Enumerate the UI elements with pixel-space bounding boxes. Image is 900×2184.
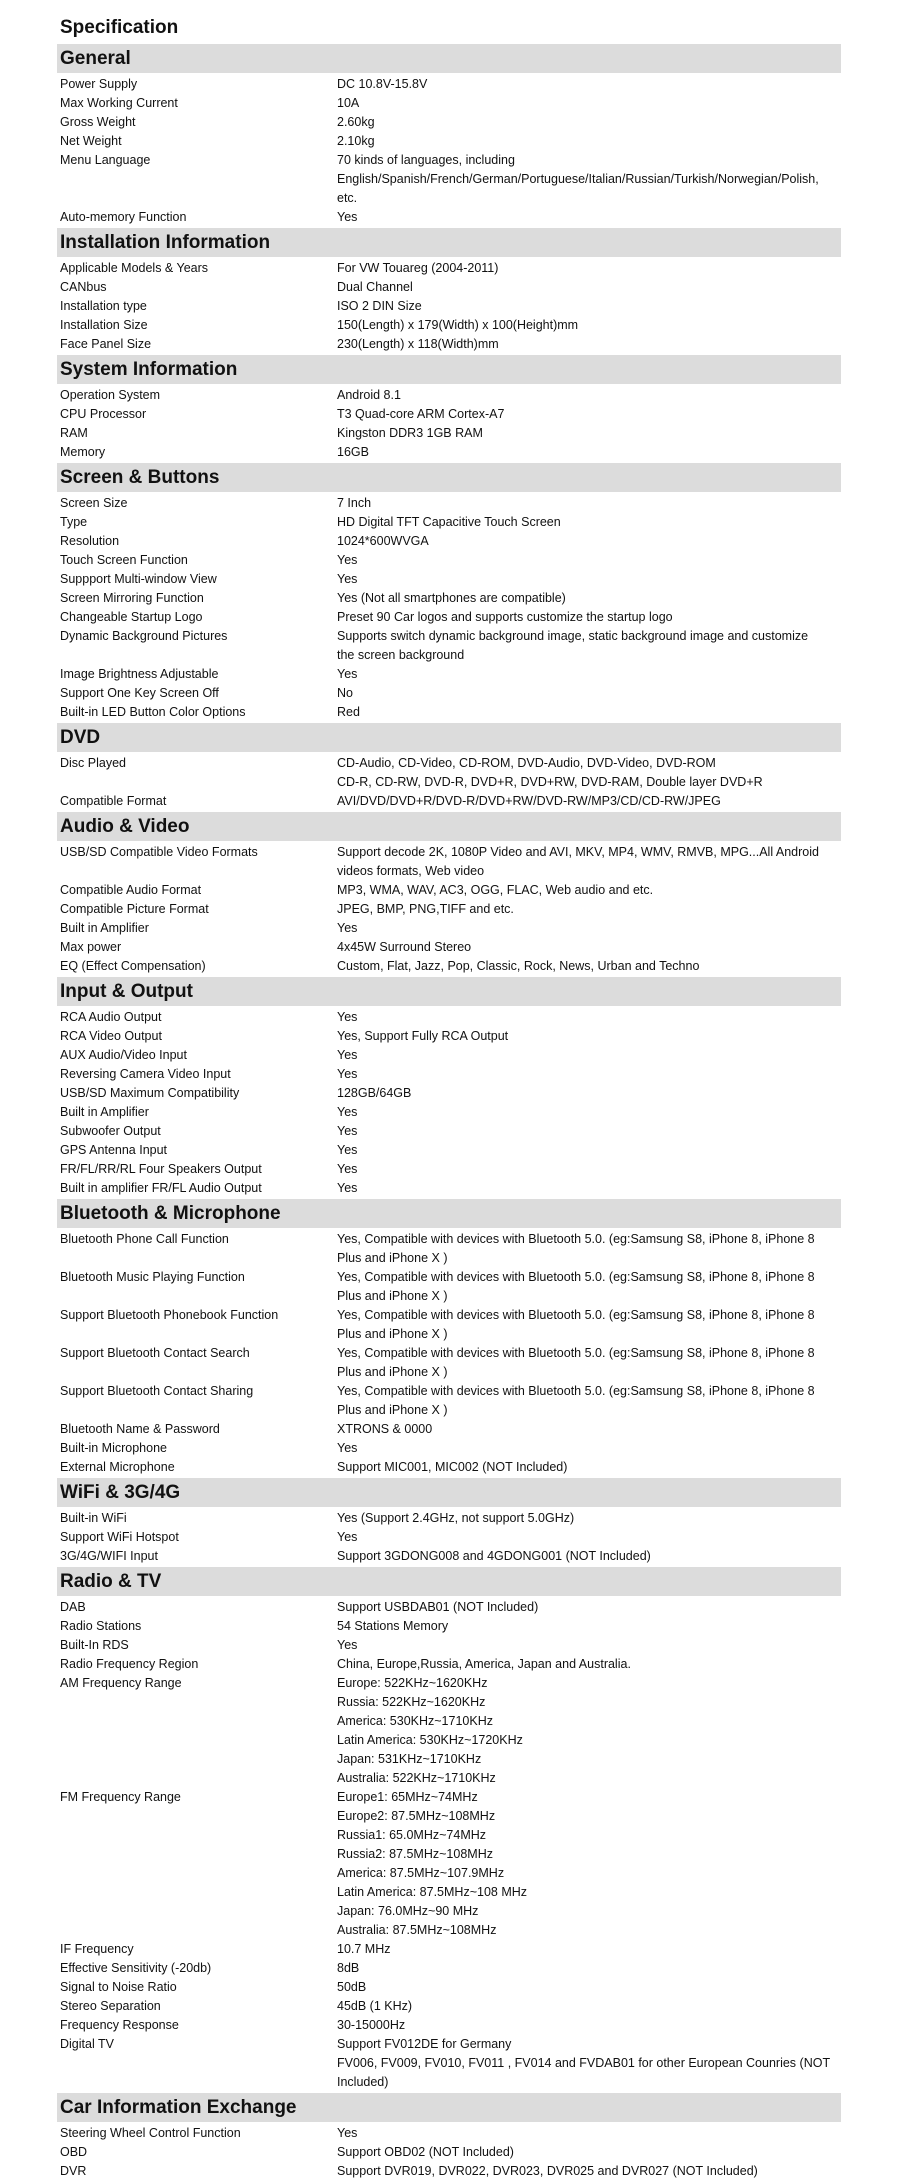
spec-label: GPS Antenna Input xyxy=(60,1143,168,1157)
spec-label: Installation type xyxy=(60,299,147,313)
spec-label: Applicable Models & Years xyxy=(60,261,209,275)
spec-value xyxy=(337,1382,837,1420)
spec-value-line: HD Digital TFT Capacitive Touch Screen xyxy=(337,515,561,529)
spec-value-line: Europe: 522KHz~1620KHz xyxy=(337,1676,488,1690)
spec-value-line: Support decode 2K, 1080P Video and AVI, MKV, MP4, WMV, RMVB, MPG...All Android xyxy=(337,845,819,859)
spec-label: Resolution xyxy=(60,534,120,548)
spec-label: RCA Video Output xyxy=(60,1029,162,1043)
spec-value xyxy=(337,570,837,589)
spec-value xyxy=(337,1344,837,1382)
spec-value-line: Latin America: 87.5MHz~108 MHz xyxy=(337,1885,528,1899)
spec-value xyxy=(337,1788,837,1940)
section-header: Car Information Exchange xyxy=(57,2093,841,2122)
spec-value-line: Support USBDAB01 (NOT Included) xyxy=(337,1600,539,1614)
spec-value-line: 10A xyxy=(337,96,360,110)
spec-label: Built-in Microphone xyxy=(60,1441,167,1455)
spec-value xyxy=(337,113,837,132)
spec-value xyxy=(337,589,837,608)
spec-value-line: MP3, WMA, WAV, AC3, OGG, FLAC, Web audio and etc. xyxy=(337,883,654,897)
spec-label: Radio Stations xyxy=(60,1619,142,1633)
spec-value-line: 10.7 MHz xyxy=(337,1942,391,1956)
spec-value-line: 30-15000Hz xyxy=(337,2018,406,2032)
spec-value xyxy=(337,1420,837,1439)
spec-value-line: Plus and iPhone X ) xyxy=(337,1289,448,1303)
spec-value-line: Yes xyxy=(337,2126,358,2140)
spec-value-line: Europe2: 87.5MHz~108MHz xyxy=(337,1809,496,1823)
spec-value-line: Japan: 76.0MHz~90 MHz xyxy=(337,1904,479,1918)
spec-value xyxy=(337,2016,837,2035)
section-header: Audio & Video xyxy=(57,812,841,841)
spec-label: Built in Amplifier xyxy=(60,921,149,935)
spec-value-line: DC 10.8V-15.8V xyxy=(337,77,428,91)
spec-value xyxy=(337,1122,837,1141)
spec-value-line: videos formats, Web video xyxy=(337,864,485,878)
spec-label: Built-In RDS xyxy=(60,1638,129,1652)
spec-value xyxy=(337,1179,837,1198)
spec-value-line: Yes, Compatible with devices with Bluetooth 5.0. (eg:Samsung S8, iPhone 8, iPhone 8 xyxy=(337,1308,815,1322)
spec-label: FM Frequency Range xyxy=(60,1790,181,1804)
spec-value xyxy=(337,1940,837,1959)
spec-value xyxy=(337,608,837,627)
spec-value xyxy=(337,1160,837,1179)
spec-value-line: 54 Stations Memory xyxy=(337,1619,449,1633)
spec-value xyxy=(337,900,837,919)
spec-value-line: XTRONS & 0000 xyxy=(337,1422,433,1436)
spec-value-line: Russia: 522KHz~1620KHz xyxy=(337,1695,486,1709)
spec-value-line: America: 530KHz~1710KHz xyxy=(337,1714,493,1728)
spec-value-line: Australia: 87.5MHz~108MHz xyxy=(337,1923,497,1937)
spec-value xyxy=(337,1008,837,1027)
spec-value-line: Yes, Compatible with devices with Bluetooth 5.0. (eg:Samsung S8, iPhone 8, iPhone 8 xyxy=(337,1270,815,1284)
spec-value xyxy=(337,494,837,513)
spec-value-line: CD-Audio, CD-Video, CD-ROM, DVD-Audio, DVD-Video, DVD-ROM xyxy=(337,756,716,770)
spec-value xyxy=(337,1046,837,1065)
spec-label: AUX Audio/Video Input xyxy=(60,1048,187,1062)
spec-value xyxy=(337,132,837,151)
spec-value-line: Yes xyxy=(337,1530,358,1544)
spec-label: Built-in WiFi xyxy=(60,1511,127,1525)
spec-value-line: Support FV012DE for Germany xyxy=(337,2037,512,2051)
spec-value-line: Supports switch dynamic background image, static background image and customize xyxy=(337,629,809,643)
spec-value-line: 50dB xyxy=(337,1980,367,1994)
section-header: Input & Output xyxy=(57,977,841,1006)
spec-value xyxy=(337,919,837,938)
spec-label: Gross Weight xyxy=(60,115,136,129)
spec-label: Compatible Audio Format xyxy=(60,883,202,897)
spec-value xyxy=(337,297,837,316)
spec-value xyxy=(337,1674,837,1788)
spec-value xyxy=(337,259,837,278)
spec-label: Max Working Current xyxy=(60,96,178,110)
spec-value-line: Yes xyxy=(337,553,358,567)
spec-value-line: Preset 90 Car logos and supports customize the startup logo xyxy=(337,610,673,624)
spec-label: Signal to Noise Ratio xyxy=(60,1980,177,1994)
spec-label: OBD xyxy=(60,2145,88,2159)
spec-value-line: Yes (Not all smartphones are compatible) xyxy=(337,591,566,605)
spec-value-line: America: 87.5MHz~107.9MHz xyxy=(337,1866,505,1880)
spec-value xyxy=(337,2124,837,2143)
spec-value xyxy=(337,627,837,665)
spec-value-line: JPEG, BMP, PNG,TIFF and etc. xyxy=(337,902,514,916)
spec-label: DVR xyxy=(60,2164,87,2178)
spec-value xyxy=(337,1617,837,1636)
spec-label: Power Supply xyxy=(60,77,138,91)
spec-label: EQ (Effect Compensation) xyxy=(60,959,206,973)
spec-label: 3G/4G/WIFI Input xyxy=(60,1549,158,1563)
spec-value-line: Yes xyxy=(337,1124,358,1138)
spec-value-line: For VW Touareg (2004-2011) xyxy=(337,261,499,275)
spec-value xyxy=(337,1268,837,1306)
spec-value xyxy=(337,792,837,811)
spec-value-line: Custom, Flat, Jazz, Pop, Classic, Rock, News, Urban and Techno xyxy=(337,959,700,973)
section-header: General xyxy=(57,44,841,73)
spec-label: FR/FL/RR/RL Four Speakers Output xyxy=(60,1162,262,1176)
spec-value-line: 7 Inch xyxy=(337,496,372,510)
spec-value-line: Latin America: 530KHz~1720KHz xyxy=(337,1733,523,1747)
spec-value-line: Yes, Compatible with devices with Bluetooth 5.0. (eg:Samsung S8, iPhone 8, iPhone 8 xyxy=(337,1384,815,1398)
section-header: Bluetooth & Microphone xyxy=(57,1199,841,1228)
spec-value xyxy=(337,424,837,443)
spec-value xyxy=(337,684,837,703)
spec-label: Installation Size xyxy=(60,318,148,332)
spec-value xyxy=(337,1598,837,1617)
spec-label: DAB xyxy=(60,1600,86,1614)
spec-label: Changeable Startup Logo xyxy=(60,610,203,624)
spec-label: Screen Size xyxy=(60,496,128,510)
spec-label: Digital TV xyxy=(60,2037,114,2051)
spec-label: Disc Played xyxy=(60,756,126,770)
spec-value-line: 70 kinds of languages, including xyxy=(337,153,515,167)
spec-value-line: Australia: 522KHz~1710KHz xyxy=(337,1771,496,1785)
spec-value-line: Yes xyxy=(337,1638,358,1652)
spec-value-line: Yes xyxy=(337,1048,358,1062)
spec-value-line: Yes xyxy=(337,210,358,224)
spec-value xyxy=(337,405,837,424)
spec-value xyxy=(337,513,837,532)
spec-label: Auto-memory Function xyxy=(60,210,187,224)
spec-label: Suppport Multi-window View xyxy=(60,572,217,586)
spec-value xyxy=(337,1655,837,1674)
spec-value xyxy=(337,75,837,94)
spec-value-line: 16GB xyxy=(337,445,369,459)
section-header: Radio & TV xyxy=(57,1567,841,1596)
page-title: Specification xyxy=(60,17,179,38)
section-header: Installation Information xyxy=(57,228,841,257)
spec-label: Menu Language xyxy=(60,153,151,167)
spec-label: RAM xyxy=(60,426,88,440)
spec-value xyxy=(337,316,837,335)
spec-value xyxy=(337,2035,837,2092)
spec-value xyxy=(337,278,837,297)
spec-value-line: CD-R, CD-RW, DVD-R, DVD+R, DVD+RW, DVD-RAM, Double layer DVD+R xyxy=(337,775,763,789)
spec-value-line: Yes xyxy=(337,572,358,586)
spec-label: Built-in LED Button Color Options xyxy=(60,705,246,719)
spec-value xyxy=(337,1458,837,1477)
spec-value xyxy=(337,386,837,405)
spec-value xyxy=(337,1230,837,1268)
spec-value-line: T3 Quad-core ARM Cortex-A7 xyxy=(337,407,505,421)
spec-value-line: FV006, FV009, FV010, FV011 , FV014 and FVDAB01 for other European Counries (NOT xyxy=(337,2056,831,2070)
spec-value-line: Europe1: 65MHz~74MHz xyxy=(337,1790,478,1804)
spec-label: Steering Wheel Control Function xyxy=(60,2126,241,2140)
spec-label: Effective Sensitivity (-20db) xyxy=(60,1961,212,1975)
spec-value xyxy=(337,1439,837,1458)
spec-value-line: Russia1: 65.0MHz~74MHz xyxy=(337,1828,487,1842)
spec-value xyxy=(337,665,837,684)
spec-value xyxy=(337,843,837,881)
spec-value-line: Red xyxy=(337,705,360,719)
spec-value xyxy=(337,151,837,208)
spec-value-line: 45dB (1 KHz) xyxy=(337,1999,413,2013)
spec-value-line: Yes, Support Fully RCA Output xyxy=(337,1029,509,1043)
spec-label: Support One Key Screen Off xyxy=(60,686,219,700)
spec-label: External Microphone xyxy=(60,1460,175,1474)
spec-value xyxy=(337,2162,837,2181)
spec-value-line: Yes xyxy=(337,1010,358,1024)
section-header: WiFi & 3G/4G xyxy=(57,1478,841,1507)
spec-value xyxy=(337,1027,837,1046)
spec-value-line: 150(Length) x 179(Width) x 100(Height)mm xyxy=(337,318,579,332)
spec-value xyxy=(337,1141,837,1160)
spec-value xyxy=(337,1306,837,1344)
spec-label: Operation System xyxy=(60,388,161,402)
spec-label: Memory xyxy=(60,445,106,459)
spec-value xyxy=(337,335,837,354)
spec-value xyxy=(337,1636,837,1655)
spec-value xyxy=(337,1103,837,1122)
spec-label: Built in amplifier FR/FL Audio Output xyxy=(60,1181,262,1195)
spec-label: IF Frequency xyxy=(60,1942,134,1956)
spec-label: Support Bluetooth Contact Search xyxy=(60,1346,250,1360)
spec-label: Max power xyxy=(60,940,122,954)
spec-value-line: Plus and iPhone X ) xyxy=(337,1327,448,1341)
spec-value-line: Yes xyxy=(337,921,358,935)
spec-value xyxy=(337,881,837,900)
spec-label: Bluetooth Music Playing Function xyxy=(60,1270,245,1284)
spec-value-line: Kingston DDR3 1GB RAM xyxy=(337,426,483,440)
spec-value-line: 8dB xyxy=(337,1961,360,1975)
section-header: Screen & Buttons xyxy=(57,463,841,492)
spec-value xyxy=(337,938,837,957)
spec-value-line: No xyxy=(337,686,353,700)
spec-value-line: Yes xyxy=(337,1143,358,1157)
spec-value xyxy=(337,551,837,570)
spec-value-line: ISO 2 DIN Size xyxy=(337,299,422,313)
spec-label: CPU Processor xyxy=(60,407,147,421)
spec-value xyxy=(337,1978,837,1997)
spec-value-line: the screen background xyxy=(337,648,465,662)
spec-label: CANbus xyxy=(60,280,107,294)
spec-value-line: Russia2: 87.5MHz~108MHz xyxy=(337,1847,493,1861)
spec-label: Compatible Picture Format xyxy=(60,902,209,916)
spec-value xyxy=(337,703,837,722)
spec-label: Screen Mirroring Function xyxy=(60,591,204,605)
spec-label: AM Frequency Range xyxy=(60,1676,182,1690)
spec-label: USB/SD Compatible Video Formats xyxy=(60,845,258,859)
spec-label: Frequency Response xyxy=(60,2018,179,2032)
spec-value-line: Yes (Support 2.4GHz, not support 5.0GHz) xyxy=(337,1511,575,1525)
spec-value-line: Android 8.1 xyxy=(337,388,401,402)
spec-value-line: 2.60kg xyxy=(337,115,375,129)
spec-value-line: Plus and iPhone X ) xyxy=(337,1365,448,1379)
spec-value xyxy=(337,957,837,976)
spec-value xyxy=(337,443,837,462)
spec-value-line: Plus and iPhone X ) xyxy=(337,1403,448,1417)
spec-value xyxy=(337,94,837,113)
spec-value-line: Yes, Compatible with devices with Bluetooth 5.0. (eg:Samsung S8, iPhone 8, iPhone 8 xyxy=(337,1346,815,1360)
spec-value xyxy=(337,1509,837,1528)
spec-value-line: 4x45W Surround Stereo xyxy=(337,940,472,954)
spec-value-line: 2.10kg xyxy=(337,134,375,148)
spec-value-line: Plus and iPhone X ) xyxy=(337,1251,448,1265)
section-header: DVD xyxy=(57,723,841,752)
spec-value-line: Support DVR019, DVR022, DVR023, DVR025 and DVR027 (NOT Included) xyxy=(337,2164,758,2178)
spec-label: Support Bluetooth Phonebook Function xyxy=(60,1308,279,1322)
spec-value-line: Yes xyxy=(337,1162,358,1176)
spec-value-line: Yes xyxy=(337,1105,358,1119)
spec-label: Bluetooth Name & Password xyxy=(60,1422,220,1436)
spec-label: RCA Audio Output xyxy=(60,1010,162,1024)
spec-value xyxy=(337,1547,837,1566)
spec-value xyxy=(337,208,837,227)
spec-label: Net Weight xyxy=(60,134,122,148)
spec-label: Bluetooth Phone Call Function xyxy=(60,1232,229,1246)
spec-value-line: Yes xyxy=(337,1067,358,1081)
spec-value-line: English/Spanish/French/German/Portuguese/Italian/Russian/Turkish/Norwegian/Polish, xyxy=(337,172,819,186)
spec-label: Stereo Separation xyxy=(60,1999,161,2013)
spec-label: Image Brightness Adjustable xyxy=(60,667,219,681)
spec-label: Touch Screen Function xyxy=(60,553,188,567)
spec-value-line: Japan: 531KHz~1710KHz xyxy=(337,1752,482,1766)
spec-value-line: Support 3GDONG008 and 4GDONG001 (NOT Included) xyxy=(337,1549,651,1563)
spec-label: Compatible Format xyxy=(60,794,167,808)
spec-label: USB/SD Maximum Compatibility xyxy=(60,1086,240,1100)
spec-value-line: 1024*600WVGA xyxy=(337,534,429,548)
spec-value-line: Included) xyxy=(337,2075,389,2089)
spec-label: Subwoofer Output xyxy=(60,1124,161,1138)
spec-value xyxy=(337,754,837,792)
spec-value xyxy=(337,532,837,551)
spec-value xyxy=(337,1084,837,1103)
spec-value-line: Yes, Compatible with devices with Bluetooth 5.0. (eg:Samsung S8, iPhone 8, iPhone 8 xyxy=(337,1232,815,1246)
spec-value-line: Yes xyxy=(337,1441,358,1455)
spec-value xyxy=(337,1065,837,1084)
spec-value xyxy=(337,1959,837,1978)
spec-label: Built in Amplifier xyxy=(60,1105,149,1119)
spec-label: Support WiFi Hotspot xyxy=(60,1530,179,1544)
spec-label: Dynamic Background Pictures xyxy=(60,629,228,643)
spec-label: Type xyxy=(60,515,88,529)
spec-value-line: 230(Length) x 118(Width)mm xyxy=(337,337,499,351)
spec-label: Support Bluetooth Contact Sharing xyxy=(60,1384,254,1398)
spec-value-line: Support OBD02 (NOT Included) xyxy=(337,2145,514,2159)
spec-label: Radio Frequency Region xyxy=(60,1657,199,1671)
spec-value-line: Yes xyxy=(337,667,358,681)
spec-value xyxy=(337,1528,837,1547)
spec-value-line: China, Europe,Russia, America, Japan and Australia. xyxy=(337,1657,631,1671)
spec-label: Face Panel Size xyxy=(60,337,152,351)
spec-value-line: etc. xyxy=(337,191,358,205)
spec-label: Reversing Camera Video Input xyxy=(60,1067,231,1081)
spec-value-line: AVI/DVD/DVD+R/DVD-R/DVD+RW/DVD-RW/MP3/CD/CD-RW/JPEG xyxy=(337,794,721,808)
spec-value-line: Support MIC001, MIC002 (NOT Included) xyxy=(337,1460,568,1474)
spec-value-line: 128GB/64GB xyxy=(337,1086,412,1100)
spec-value xyxy=(337,1997,837,2016)
spec-value xyxy=(337,2143,837,2162)
section-header: System Information xyxy=(57,355,841,384)
spec-value-line: Yes xyxy=(337,1181,358,1195)
spec-value-line: Dual Channel xyxy=(337,280,413,294)
